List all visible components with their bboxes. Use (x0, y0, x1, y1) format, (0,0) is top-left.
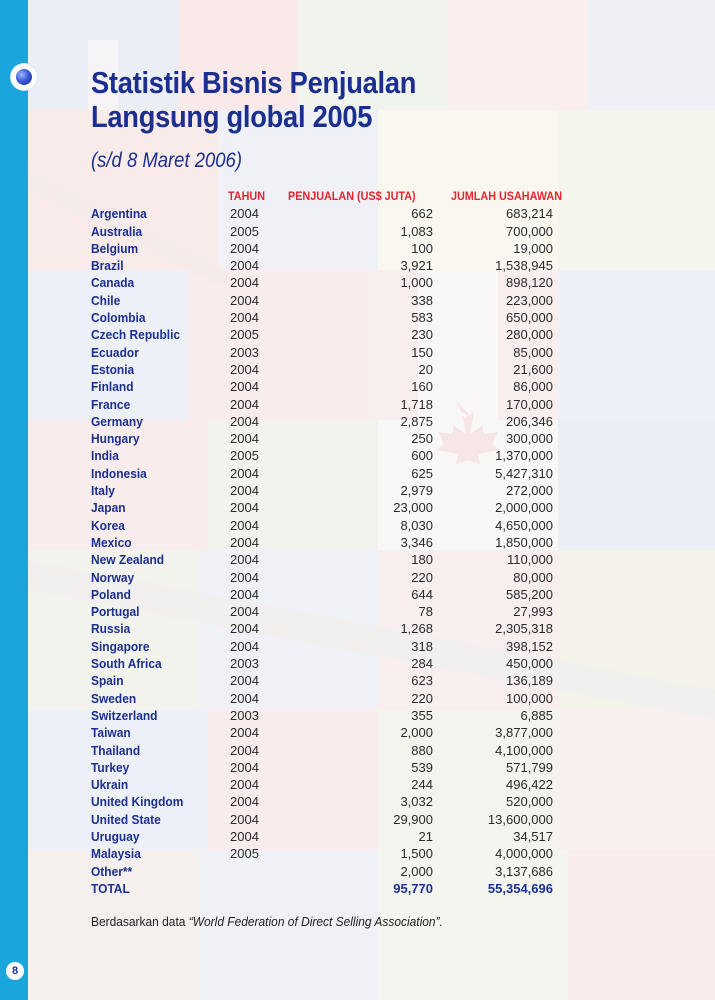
table-row (91, 707, 611, 724)
year-cell: 2004 (230, 483, 259, 499)
table-row (91, 655, 611, 672)
count-cell: 3,137,686 (495, 863, 553, 879)
country-cell: Switzerland (91, 707, 158, 723)
sales-cell: 100 (411, 240, 433, 256)
count-cell: 206,346 (506, 413, 553, 429)
table-row (91, 569, 611, 586)
count-cell: 223,000 (506, 292, 553, 308)
table-row (91, 223, 611, 240)
table-row (91, 863, 611, 880)
sales-cell: 21 (418, 828, 433, 844)
count-cell: 110,000 (506, 552, 553, 568)
country-cell: Ukrain (91, 777, 129, 793)
total-count: 55,354,696 (487, 880, 553, 896)
country-cell: Norway (91, 569, 135, 585)
table-row (91, 759, 611, 776)
page-number: 8 (6, 962, 24, 980)
sales-cell: 230 (411, 327, 433, 343)
table-row (91, 603, 611, 620)
sales-cell: 662 (411, 206, 433, 222)
sales-cell: 2,000 (400, 863, 433, 879)
count-cell: 170,000 (506, 396, 553, 412)
country-cell: Finland (91, 379, 134, 395)
country-cell: Uruguay (91, 828, 140, 844)
sales-cell: 318 (411, 638, 433, 654)
table-row (91, 465, 611, 482)
year-cell: 2003 (230, 707, 259, 723)
sales-cell: 250 (411, 431, 433, 447)
year-cell: 2003 (230, 656, 259, 672)
count-cell: 272,000 (506, 483, 553, 499)
year-cell: 2004 (230, 275, 259, 291)
table-row (91, 828, 611, 845)
year-cell: 2004 (230, 725, 259, 741)
country-cell: Czech Republic (91, 327, 181, 343)
table-row (91, 811, 611, 828)
country-cell: Germany (91, 413, 143, 429)
sales-cell: 338 (411, 292, 433, 308)
table-row (91, 430, 611, 447)
table-row (91, 517, 611, 534)
table-row (91, 378, 611, 395)
source-note (91, 914, 443, 929)
table-row (91, 672, 611, 689)
country-cell: India (91, 448, 119, 464)
count-cell: 520,000 (506, 794, 553, 810)
count-cell: 585,200 (506, 586, 553, 602)
country-cell: Turkey (91, 759, 130, 775)
year-cell: 2004 (230, 379, 259, 395)
count-cell: 4,000,000 (495, 846, 553, 862)
country-cell: Hungary (91, 431, 140, 447)
count-cell: 1,850,000 (495, 534, 553, 550)
count-cell: 21,600 (513, 361, 553, 377)
country-cell: Indonesia (91, 465, 147, 481)
sales-cell: 539 (411, 759, 433, 775)
table-row (91, 482, 611, 499)
year-cell: 2004 (230, 759, 259, 775)
page-title (91, 66, 416, 134)
total-row (91, 880, 611, 897)
country-cell: Brazil (91, 258, 124, 274)
country-cell: Thailand (91, 742, 141, 758)
count-cell: 571,799 (506, 759, 553, 775)
count-cell: 1,538,945 (495, 258, 553, 274)
count-cell: 898,120 (506, 275, 553, 291)
table-row (91, 742, 611, 759)
sales-cell: 244 (411, 777, 433, 793)
count-cell: 85,000 (513, 344, 553, 360)
country-cell: Colombia (91, 310, 146, 326)
year-cell: 2004 (230, 431, 259, 447)
count-cell: 34,517 (513, 828, 553, 844)
country-cell: Belgium (91, 240, 139, 256)
year-cell: 2004 (230, 361, 259, 377)
title-line-1: Statistik Bisnis Penjualan (91, 65, 417, 100)
count-cell: 496,422 (506, 777, 553, 793)
country-cell: Sweden (91, 690, 137, 706)
country-cell: Ecuador (91, 344, 139, 360)
year-cell: 2004 (230, 240, 259, 256)
country-cell: United State (91, 811, 161, 827)
count-cell: 6,885 (520, 707, 553, 723)
table-row (91, 776, 611, 793)
sales-cell: 150 (411, 344, 433, 360)
country-cell: Singapore (91, 638, 150, 654)
country-cell: Estonia (91, 361, 135, 377)
year-cell: 2004 (230, 500, 259, 516)
year-cell: 2004 (230, 828, 259, 844)
count-cell: 650,000 (506, 310, 553, 326)
sales-cell: 3,032 (400, 794, 433, 810)
count-cell: 3,877,000 (495, 725, 553, 741)
year-cell: 2005 (230, 846, 259, 862)
total-label: TOTAL (91, 880, 130, 896)
table-row (91, 447, 611, 464)
year-cell: 2004 (230, 604, 259, 620)
year-cell: 2004 (230, 206, 259, 222)
year-cell: 2004 (230, 742, 259, 758)
year-cell: 2004 (230, 413, 259, 429)
year-cell: 2004 (230, 552, 259, 568)
statistics-table (91, 188, 611, 897)
count-cell: 80,000 (513, 569, 553, 585)
count-cell: 100,000 (506, 690, 553, 706)
count-cell: 27,993 (513, 604, 553, 620)
table-row (91, 292, 611, 309)
sales-cell: 2,875 (400, 413, 433, 429)
country-cell: United Kingdom (91, 794, 184, 810)
country-cell: Australia (91, 223, 143, 239)
count-cell: 136,189 (506, 673, 553, 689)
sales-cell: 284 (411, 656, 433, 672)
count-cell: 86,000 (513, 379, 553, 395)
header-year: TAHUN (228, 189, 265, 203)
year-cell: 2004 (230, 794, 259, 810)
year-cell: 2004 (230, 517, 259, 533)
sales-cell: 1,083 (400, 223, 433, 239)
title-bullet-icon (11, 64, 37, 90)
page-subtitle: (s/d 8 Maret 2006) (91, 149, 243, 172)
sales-cell: 20 (418, 361, 433, 377)
sales-cell: 600 (411, 448, 433, 464)
year-cell: 2004 (230, 258, 259, 274)
year-cell: 2004 (230, 690, 259, 706)
year-cell: 2004 (230, 310, 259, 326)
count-cell: 683,214 (506, 206, 553, 222)
sales-cell: 1,000 (400, 275, 433, 291)
country-cell: Korea (91, 517, 125, 533)
year-cell: 2003 (230, 344, 259, 360)
year-cell: 2004 (230, 396, 259, 412)
country-cell: South Africa (91, 656, 162, 672)
country-cell: Russia (91, 621, 131, 637)
sales-cell: 644 (411, 586, 433, 602)
count-cell: 13,600,000 (487, 811, 553, 827)
source-quote: “World Federation of Direct Selling Association”. (188, 914, 443, 929)
sales-cell: 880 (411, 742, 433, 758)
year-cell: 2004 (230, 811, 259, 827)
count-cell: 450,000 (506, 656, 553, 672)
table-row (91, 205, 611, 222)
total-sales: 95,770 (393, 880, 433, 896)
year-cell: 2004 (230, 638, 259, 654)
title-line-2: Langsung global 2005 (91, 99, 373, 134)
table-row (91, 499, 611, 516)
count-cell: 19,000 (513, 240, 553, 256)
country-cell: Mexico (91, 534, 132, 550)
sales-cell: 3,346 (400, 534, 433, 550)
table-row (91, 257, 611, 274)
table-row (91, 551, 611, 568)
year-cell: 2004 (230, 621, 259, 637)
country-cell: Taiwan (91, 725, 131, 741)
count-cell: 700,000 (506, 223, 553, 239)
table-row (91, 690, 611, 707)
table-row (91, 724, 611, 741)
country-cell: Argentina (91, 206, 147, 222)
country-cell: Malaysia (91, 846, 141, 862)
count-cell: 280,000 (506, 327, 553, 343)
table-row (91, 274, 611, 291)
sales-cell: 623 (411, 673, 433, 689)
table-row (91, 344, 611, 361)
count-cell: 2,000,000 (495, 500, 553, 516)
count-cell: 4,650,000 (495, 517, 553, 533)
sales-cell: 583 (411, 310, 433, 326)
country-cell: Italy (91, 483, 115, 499)
table-row (91, 845, 611, 862)
sales-cell: 160 (411, 379, 433, 395)
sales-cell: 1,718 (400, 396, 433, 412)
country-cell: Portugal (91, 604, 140, 620)
sales-cell: 1,268 (400, 621, 433, 637)
year-cell: 2005 (230, 327, 259, 343)
country-cell: Other** (91, 863, 133, 879)
sales-cell: 8,030 (400, 517, 433, 533)
year-cell: 2004 (230, 465, 259, 481)
sales-cell: 220 (411, 569, 433, 585)
count-cell: 5,427,310 (495, 465, 553, 481)
left-color-strip (0, 0, 28, 1000)
year-cell: 2004 (230, 673, 259, 689)
table-row (91, 793, 611, 810)
table-row (91, 361, 611, 378)
country-cell: Japan (91, 500, 126, 516)
table-row (91, 396, 611, 413)
header-sales: PENJUALAN (US$ JUTA) (288, 189, 416, 203)
country-cell: New Zealand (91, 552, 165, 568)
table-row (91, 309, 611, 326)
year-cell: 2004 (230, 534, 259, 550)
count-cell: 398,152 (506, 638, 553, 654)
table-header (91, 188, 611, 205)
country-cell: Spain (91, 673, 124, 689)
country-cell: Canada (91, 275, 135, 291)
year-cell: 2004 (230, 569, 259, 585)
sales-cell: 220 (411, 690, 433, 706)
sales-cell: 3,921 (400, 258, 433, 274)
table-row (91, 638, 611, 655)
count-cell: 2,305,318 (495, 621, 553, 637)
year-cell: 2004 (230, 777, 259, 793)
country-cell: Poland (91, 586, 131, 602)
sales-cell: 29,900 (393, 811, 433, 827)
year-cell: 2005 (230, 223, 259, 239)
sales-cell: 23,000 (393, 500, 433, 516)
sales-cell: 2,000 (400, 725, 433, 741)
year-cell: 2005 (230, 448, 259, 464)
table-row (91, 534, 611, 551)
source-prefix: Berdasarkan data (91, 914, 186, 929)
header-count: JUMLAH USAHAWAN (451, 189, 563, 203)
country-cell: France (91, 396, 131, 412)
sales-cell: 180 (411, 552, 433, 568)
country-cell: Chile (91, 292, 121, 308)
sales-cell: 625 (411, 465, 433, 481)
table-body (91, 205, 611, 880)
count-cell: 1,370,000 (495, 448, 553, 464)
sales-cell: 1,500 (400, 846, 433, 862)
count-cell: 300,000 (506, 431, 553, 447)
sales-cell: 355 (411, 707, 433, 723)
year-cell: 2004 (230, 292, 259, 308)
table-row (91, 326, 611, 343)
table-row (91, 586, 611, 603)
sales-cell: 2,979 (400, 483, 433, 499)
table-row (91, 240, 611, 257)
count-cell: 4,100,000 (495, 742, 553, 758)
table-row (91, 620, 611, 637)
sales-cell: 78 (418, 604, 433, 620)
table-row (91, 413, 611, 430)
year-cell: 2004 (230, 586, 259, 602)
